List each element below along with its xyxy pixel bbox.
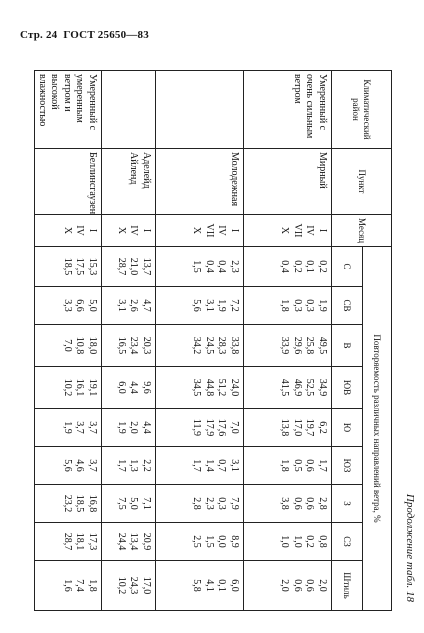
value-cell: 49,5 25,8 29,6 33,9	[244, 325, 332, 367]
value-cell: 8,9 0,0 1,5 2,5	[156, 523, 244, 561]
table-row	[35, 71, 102, 611]
value-cell: 16,8 18,5 23,2	[35, 485, 102, 523]
value-cell: 6,0 0,1 4,1 5,8	[156, 561, 244, 611]
value-cell: 4,4 2,0 1,9	[102, 409, 156, 447]
standard-code: ГОСТ 25650—83	[63, 29, 149, 41]
point-cell: Молодежная	[156, 149, 244, 215]
zone-cell: Умеренный с очень сильным ветром	[244, 71, 332, 149]
col-month: Месяц	[332, 215, 392, 247]
value-cell: 2,2 1,3 1,7	[102, 447, 156, 485]
col-dir: В	[332, 325, 363, 367]
header-row-top	[363, 71, 392, 611]
col-dir: СВ	[332, 287, 363, 325]
value-cell: 20,9 13,4 24,4	[102, 523, 156, 561]
table-row	[156, 71, 244, 611]
zone-cell	[102, 71, 156, 149]
value-cell: 17,3 18,1 28,7	[35, 523, 102, 561]
col-dir: ЮЗ	[332, 447, 363, 485]
rotated-table-block	[37, 70, 416, 610]
col-dir: Ю	[332, 409, 363, 447]
value-cell: 1,8 7,4 1,6	[35, 561, 102, 611]
col-dir: С	[332, 247, 363, 287]
table-row	[244, 71, 332, 611]
value-cell: 0,2 0,1 0,2 0,4	[244, 247, 332, 287]
col-dir: СЗ	[332, 523, 363, 561]
col-dir: ЮВ	[332, 367, 363, 409]
point-cell: Аделейд Айленд	[102, 149, 156, 215]
value-cell: 2,3 0,4 0,4 1,5	[156, 247, 244, 287]
value-cell: 24,0 51,2 44,8 34,5	[156, 367, 244, 409]
month-cell: I IV VII X	[244, 215, 332, 247]
value-cell: 3,1 0,7 1,4 1,7	[156, 447, 244, 485]
value-cell: 3,7 3,7 1,9	[35, 409, 102, 447]
value-cell: 20,3 23,4 16,5	[102, 325, 156, 367]
value-cell: 19,1 16,1 10,2	[35, 367, 102, 409]
value-cell: 18,0 10,8 7,0	[35, 325, 102, 367]
point-cell: Мирный	[244, 149, 332, 215]
wind-frequency-table	[35, 70, 393, 611]
value-cell: 3,7 4,6 5,6	[35, 447, 102, 485]
value-cell: 17,0 24,3 10,2	[102, 561, 156, 611]
table-caption: Продолжение табл. 18	[404, 493, 416, 602]
value-cell: 15,3 17,5 18,5	[35, 247, 102, 287]
value-cell: 34,9 52,5 46,9 41,5	[244, 367, 332, 409]
point-cell: Беллинсгаузен	[35, 149, 102, 215]
col-point: Пункт	[332, 149, 392, 215]
table-row	[102, 71, 156, 611]
value-cell: 13,7 21,0 28,7	[102, 247, 156, 287]
value-cell: 7,1 5,0 7,5	[102, 485, 156, 523]
page-number: Стр. 24	[20, 29, 58, 41]
zone-cell: Умеренный с умеренным ветром и высокой влажностью	[35, 71, 102, 149]
col-dir: Штиль	[332, 561, 363, 611]
value-cell: 9,6 4,4 6,0	[102, 367, 156, 409]
zone-cell	[156, 71, 244, 149]
col-zone: Климатический район	[332, 71, 392, 149]
month-cell: I IV X	[35, 215, 102, 247]
value-cell: 1,9 0,3 0,3 1,8	[244, 287, 332, 325]
col-dir: З	[332, 485, 363, 523]
col-group-title: Повторяемость различных направлений ветра, %	[363, 247, 392, 611]
value-cell: 7,9 0,3 2,3 2,8	[156, 485, 244, 523]
value-cell: 4,7 2,6 3,1	[102, 287, 156, 325]
month-cell: I IV VII X	[156, 215, 244, 247]
value-cell: 2,8 0,6 0,6 3,8	[244, 485, 332, 523]
value-cell: 5,0 6,6 3,3	[35, 287, 102, 325]
value-cell: 7,0 17,6 17,9 11,9	[156, 409, 244, 447]
value-cell: 2,0 0,6 0,6 2,0	[244, 561, 332, 611]
page-header	[20, 29, 149, 41]
month-cell: I IV X	[102, 215, 156, 247]
value-cell: 7,2 1,9 3,1 5,6	[156, 287, 244, 325]
value-cell: 0,8 0,2 1,0 1,0	[244, 523, 332, 561]
value-cell: 6,2 19,7 17,0 13,8	[244, 409, 332, 447]
value-cell: 1,7 0,6 0,5 1,8	[244, 447, 332, 485]
value-cell: 33,8 28,3 24,5 34,2	[156, 325, 244, 367]
